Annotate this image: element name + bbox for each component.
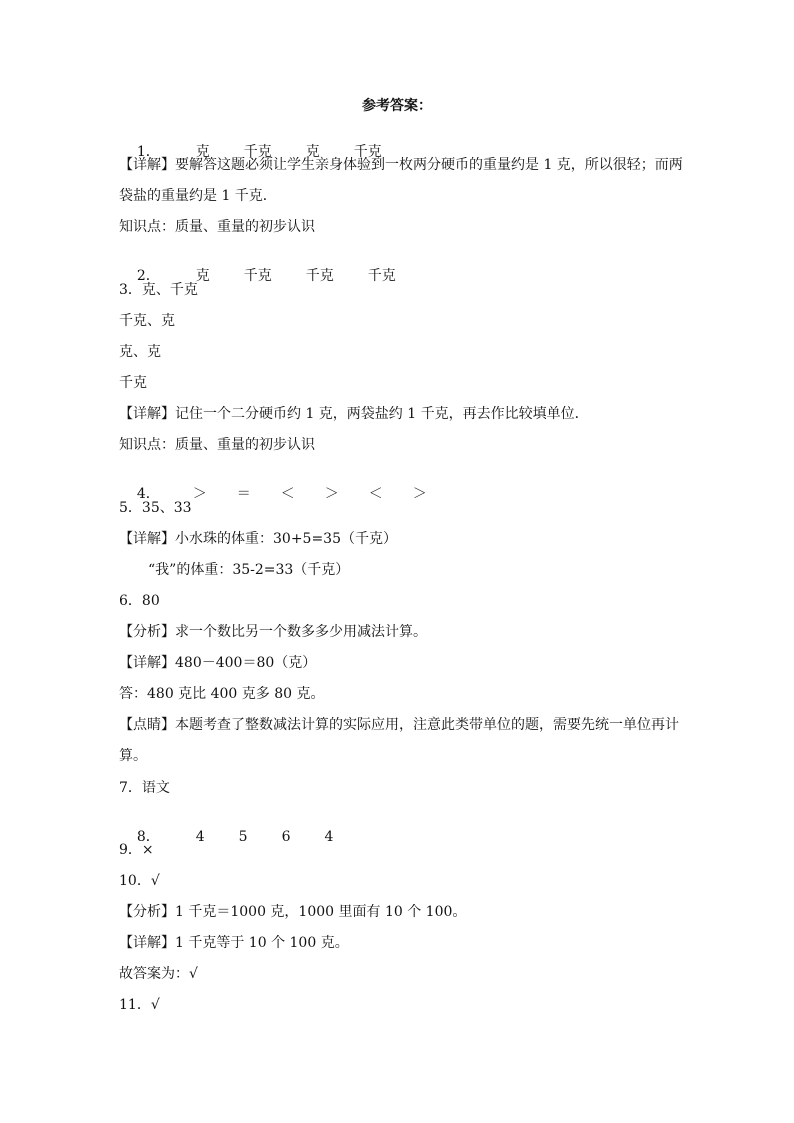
- question-number: 1．: [136, 144, 160, 160]
- comment-text: 算。: [119, 748, 147, 764]
- answer-cell: 千克: [305, 268, 334, 284]
- answer-cell: ＜: [368, 486, 383, 502]
- answer-cell: ＝: [236, 486, 251, 502]
- analysis-text: 【分析】求一个数比另一个数多多少用减法计算。: [119, 624, 427, 640]
- detail-text: 【详解】记住一个二分硬币约 1 克，两袋盐约 1 千克，再去作比较填单位．: [119, 406, 589, 422]
- answer-cell: 千克: [243, 144, 272, 160]
- question-number: 2．: [136, 268, 160, 284]
- answer-cell: 5: [238, 829, 248, 845]
- answer-cell: 千克: [243, 268, 272, 284]
- answer-cell: 6: [281, 829, 291, 845]
- answer-cell: 4: [324, 829, 334, 845]
- answer-cell: 克: [195, 144, 210, 160]
- answer-11: 11．√: [119, 997, 160, 1013]
- answer-9: 9．×: [119, 842, 154, 858]
- knowledge-point: 知识点：质量、重量的初步认识: [119, 219, 315, 235]
- analysis-text: 【分析】1 千克＝1000 克，1000 里面有 10 个 100。: [119, 904, 467, 920]
- answer-10: 10．√: [119, 873, 160, 889]
- question-number: 4．: [136, 486, 160, 502]
- answer-cell: 4: [195, 829, 205, 845]
- answer-statement: 答：480 克比 400 克多 80 克。: [119, 686, 325, 702]
- answer-cell: 千克: [353, 144, 382, 160]
- answer-3: 3．克、千克: [119, 282, 198, 298]
- answer-statement: 故答案为：√: [119, 966, 198, 982]
- answer-5: 5．35、33: [119, 500, 192, 516]
- answer-cell: 克: [195, 268, 210, 284]
- knowledge-point: 知识点：质量、重量的初步认识: [119, 437, 315, 453]
- page-title: 参考答案：: [362, 98, 432, 114]
- detail-text: “我”的体重：35-2=33（千克）: [148, 562, 350, 578]
- answer-cell: ＞: [412, 486, 427, 502]
- detail-text: 【详解】小水珠的体重：30+5=35（千克）: [119, 531, 397, 547]
- detail-text: 【详解】1 千克等于 10 个 100 克。: [119, 935, 349, 951]
- answer-cell: ＞: [324, 486, 339, 502]
- answer-3-line: 千克、克: [119, 313, 175, 329]
- answer-cell: 千克: [367, 268, 396, 284]
- answer-cell: 克: [305, 144, 320, 160]
- answer-3-line: 千克: [119, 375, 147, 391]
- detail-text: 袋盐的重量约是 1 千克．: [119, 188, 277, 204]
- answer-cell: ＞: [192, 486, 207, 502]
- answer-7: 7．语文: [119, 780, 170, 796]
- detail-text: 【详解】要解答这题必须让学生亲身体验到一枚两分硬币的重量约是 1 克，所以很轻；而两: [119, 157, 683, 173]
- answer-3-line: 克、克: [119, 344, 161, 360]
- answer-6: 6．80: [119, 593, 160, 609]
- comment-text: 【点睛】本题考查了整数减法计算的实际应用，注意此类带单位的题，需要先统一单位再计: [119, 717, 679, 733]
- question-number: 8．: [136, 829, 160, 845]
- detail-text: 【详解】480－400＝80（克）: [119, 655, 317, 671]
- answer-cell: ＜: [280, 486, 295, 502]
